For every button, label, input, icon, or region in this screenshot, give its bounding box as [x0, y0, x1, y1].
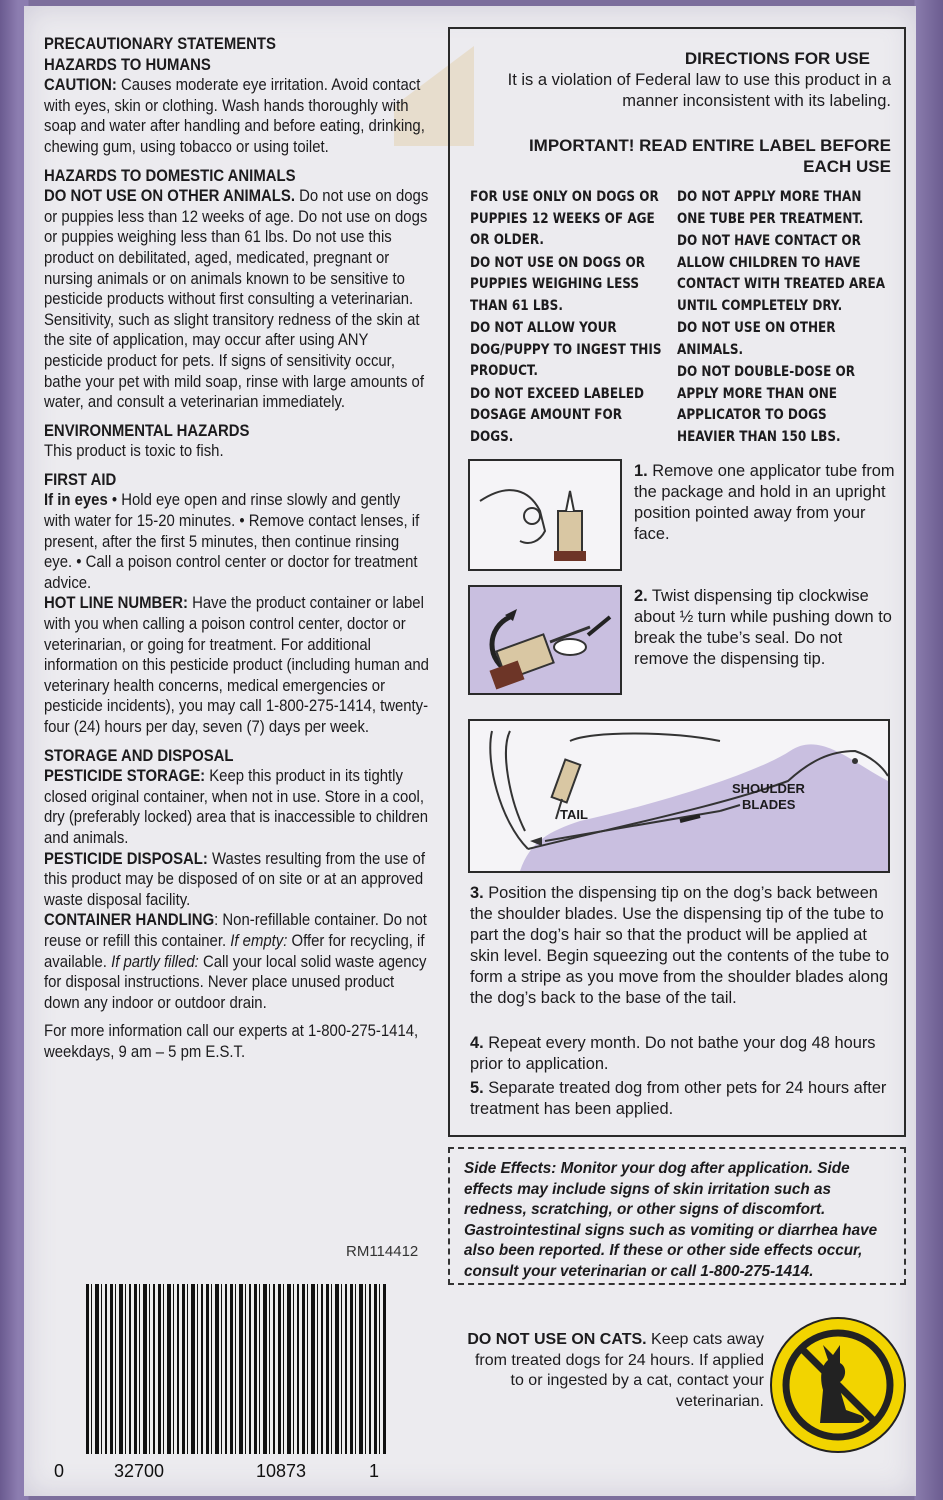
pesticide-disposal-label: PESTICIDE DISPOSAL: [44, 849, 208, 868]
cats-warning [464, 1330, 764, 1412]
step-number: 2. [634, 587, 648, 605]
storage-paragraph [44, 766, 430, 848]
rm-code: RM114412 [346, 1243, 419, 1260]
step-text: Twist dispensing tip clockwise about ½ turn while pushing down to break the tube’s seal. Do not remove the dispensing tip. [634, 587, 892, 668]
if-empty: If empty: [230, 931, 288, 950]
first-aid-heading: FIRST AID [44, 470, 117, 489]
step-number: 5. [470, 1079, 484, 1097]
environmental-text: This product is toxic to fish. [44, 442, 224, 461]
precautionary-heading: PRECAUTIONARY STATEMENTS [44, 35, 276, 53]
if-in-eyes-text: • Hold eye open and rinse slowly and gently with water for 15-20 minutes. • Remove contact lenses, if present, after the first 5 minutes, then continue rinsing eye. • Call a poison control center or doctor for treatment advice. [44, 491, 420, 592]
domestic-heading: HAZARDS TO DOMESTIC ANIMALS [44, 166, 296, 185]
container-paragraph [44, 910, 430, 1013]
domestic-paragraph [44, 186, 430, 413]
hotline-text: Have the product container or label with you when calling a poison control center, doctor or veterinarian, or going for treatment. For additional information on this pesticide product (including human and veterinary health concerns, medical emergencies or pesticide incidents), you may call 1-800-275-1414, twenty-four (24) hours per day, seven (7) days per week. [44, 594, 429, 736]
cats-label: DO NOT USE ON CATS. [467, 1331, 647, 1348]
hotline-label: HOT LINE NUMBER: [44, 594, 188, 613]
caution-text: Causes moderate eye irritation. Avoid contact with eyes, skin or clothing. Wash hands thoroughly with soap and water after handling and before eating, drinking, chewing gum, using tobacco or using toilet. [44, 76, 425, 156]
directions-title: DIRECTIONS FOR USE [684, 49, 870, 68]
shoulder-label: SHOULDER [732, 781, 805, 796]
step-text: Separate treated dog from other pets for 24 hours after treatment has been applied. [470, 1079, 887, 1118]
step5-text [470, 1078, 890, 1120]
step2-illustration [468, 585, 622, 695]
barcode-digits-right: 10873 [256, 1461, 307, 1481]
warning-item: DO NOT USE ON DOGS OR PUPPIES WEIGHING LESS THAN 61 LBS. [470, 254, 645, 314]
warning-item: DO NOT HAVE CONTACT OR ALLOW CHILDREN TO HAVE CONTACT WITH TREATED AREA UNTIL COMPLETELY DRY. [677, 233, 886, 314]
tail-label: TAIL [560, 807, 588, 822]
other-animals-label: DO NOT USE ON OTHER ANIMALS. [44, 187, 295, 206]
container-text-2: Offer for recycling, if available. [44, 931, 425, 971]
storage-heading: STORAGE AND DISPOSAL [44, 746, 234, 765]
container-text-1: : Non-refillable container. Do not reuse or refill this container. [44, 911, 427, 950]
step-number: 4. [470, 1034, 484, 1052]
step3-illustration [468, 719, 890, 873]
warning-item: DO NOT USE ON OTHER ANIMALS. [677, 320, 836, 358]
step3-text [470, 883, 890, 1009]
warning-item: DO NOT ALLOW YOUR DOG/PUPPY TO INGEST THIS PRODUCT. [470, 320, 662, 379]
warning-item: DO NOT DOUBLE-DOSE OR APPLY MORE THAN ONE APPLICATOR TO DOGS HEAVIER THAN 150 LBS. [677, 364, 856, 445]
if-in-eyes-label: If in eyes [44, 491, 108, 510]
barcode [86, 1284, 386, 1454]
violation-text: It is a violation of Federal law to use this product in a manner inconsistent with its labeling. [507, 71, 891, 110]
barcode-digits-left: 32700 [114, 1461, 165, 1481]
hotline-paragraph [44, 593, 430, 737]
if-partly: If partly filled: [111, 952, 199, 971]
cats-text: Keep cats away from treated dogs for 24 hours. If applied to or ingested by a cat, contact your veterinarian. [474, 1331, 764, 1410]
pesticide-storage-label: PESTICIDE STORAGE: [44, 767, 206, 786]
blades-label: BLADES [742, 797, 796, 812]
important-text: IMPORTANT! READ ENTIRE LABEL BEFORE EACH USE [528, 136, 891, 176]
step-number: 1. [634, 462, 648, 480]
warnings-right [677, 187, 888, 449]
pesticide-disposal-text: Wastes resulting from the use of this product may be disposed of on site or at an approved waste disposal facility. [44, 849, 425, 909]
barcode-digit-last: 1 [369, 1461, 380, 1481]
step-text: Repeat every month. Do not bathe your dog 48 hours prior to application. [470, 1034, 876, 1073]
step1-illustration [468, 459, 622, 571]
caution-label: CAUTION: [44, 76, 117, 95]
eyes-paragraph [44, 490, 430, 593]
warning-item: DO NOT APPLY MORE THAN ONE TUBE PER TREATMENT. [677, 189, 864, 227]
step-text: Position the dispensing tip on the dog’s back between the shoulder blades. Use the dispensing tip of the tube to part the dog’s hair so that the product will be applied at skin level. Begin squeezing out the contents of the tube to form a stripe as you move from the shoulder blades along the dog’s back to the base of the tail. [470, 884, 890, 1007]
barcode-digit-first: 0 [54, 1461, 65, 1481]
no-cats-icon [768, 1315, 908, 1455]
step1-text [634, 461, 896, 545]
side-effects-box: Side Effects: Monitor your dog after application. Side effects may include signs of skin irritation such as redness, scratching, or other signs of discomfort. Gastrointestinal signs such as vomiting or diarrhea have also been reported. If these or other side effects occur, consult your veterinarian or call 1-800-275-1414. [448, 1147, 906, 1285]
directions-box [448, 27, 906, 1137]
step-number: 3. [470, 884, 484, 902]
step2-text [634, 586, 896, 670]
step-text: Remove one applicator tube from the package and hold in an upright position pointed away from your face. [634, 462, 895, 543]
domestic-text: Do not use on dogs or puppies less than 12 weeks of age. Do not use on dogs or puppies weighing less than 61 lbs. Do not use this product on debilitated, aged, medicated, pregnant or nursing animals or on animals known to be sensitive to pesticide products without first consulting a veterinarian. Sensitivity, such as slight transitory redness of the skin at the site of application, may occur after using ANY pesticide product for pets. If signs of sensitivity occur, bathe your pet with mild soap, rinse with large amounts of water, and consult a veterinarian immediately. [44, 187, 429, 412]
caution-paragraph [44, 75, 430, 157]
warnings-left [470, 187, 664, 449]
container-label: CONTAINER HANDLING [44, 911, 215, 930]
step4-text [470, 1033, 890, 1075]
warning-item: FOR USE ONLY ON DOGS OR PUPPIES 12 WEEKS OF AGE OR OLDER. [470, 189, 659, 248]
pesticide-storage-text: Keep this product in its tightly closed original container, when not in use. Store in a cool, dry (preferably locked) area that is inaccessible to children and animals. [44, 767, 429, 847]
warning-item: DO NOT EXCEED LABELED DOSAGE AMOUNT FOR DOGS. [470, 385, 644, 445]
hazards-humans-heading: HAZARDS TO HUMANS [44, 55, 211, 74]
environmental-heading: ENVIRONMENTAL HAZARDS [44, 421, 250, 440]
more-info-text: For more information call our experts at 1-800-275-1414, weekdays, 9 am – 5 pm E.S.T. [44, 1022, 419, 1061]
container-text-3: Call your local solid waste agency for disposal instructions. Never place unused product down any indoor or outdoor drain. [44, 952, 427, 1012]
precautionary-column [44, 34, 430, 1063]
disposal-paragraph [44, 849, 430, 911]
